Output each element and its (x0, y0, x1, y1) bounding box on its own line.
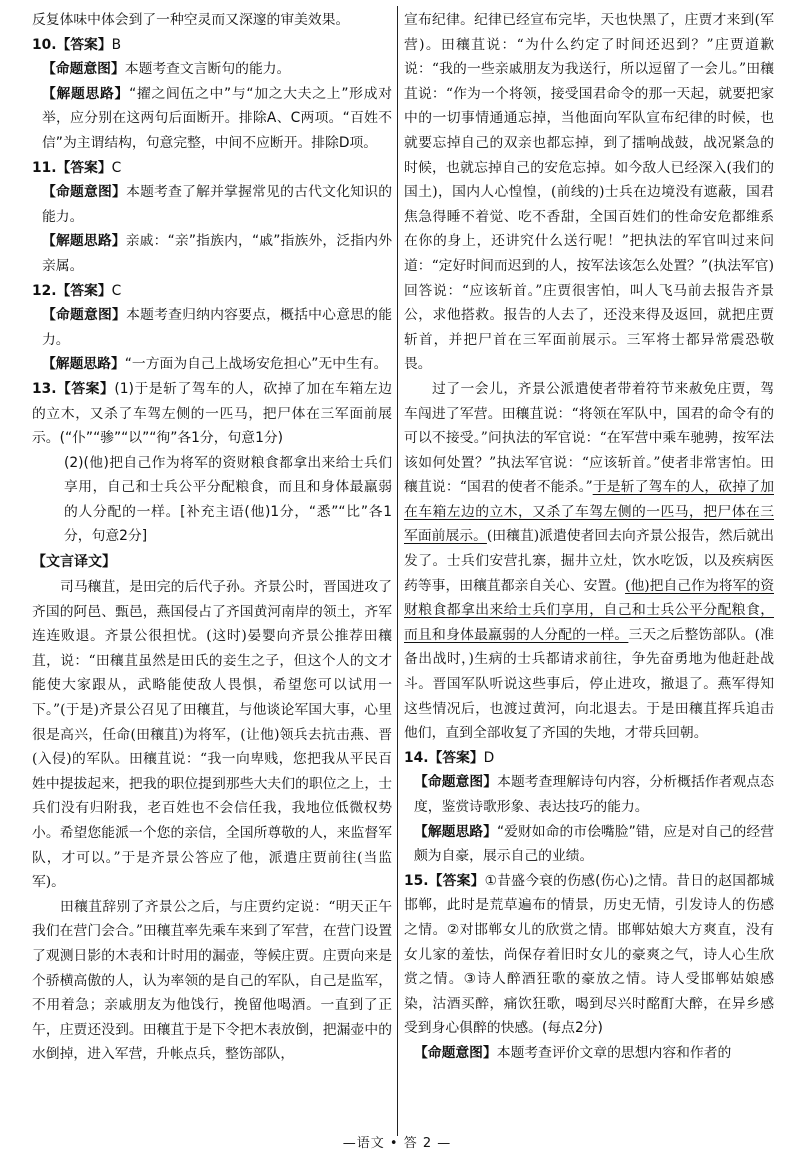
answer-value: D (483, 749, 495, 766)
intro-tail: 反复体味中体会到了一种空灵而又深邃的审美效果。 (32, 12, 350, 28)
left-column (32, 8, 392, 1067)
question-14: 14.【答案】D 【命题意图】本题考查理解诗句内容，分析概括作者观点态度，鉴赏诗歌形象、表达技巧的能力。 【解题思路】“爱财如命的市侩嘴脸”错，应是对自己的经营颇为自豪，展示自己的业绩。 (404, 749, 775, 865)
translation-paragraph-1: 司马穰苴，是田完的后代子孙。齐景公时，晋国进攻了齐国的阿邑、甄邑，燕国侵占了齐国黄河南岸的领土，齐军连连败退。齐景公很担忧。(这时)晏婴向齐景公推荐田穰苴，说：“田穰苴虽然是田氏的妾生之子，但这个人的文才能使大家跟从，武略能使敌人畏惧，希望您可以试用一下。”(于是)齐景公召见了田穰苴，与他谈论军国大事，心里很是高兴，任命(田穰苴)为将军，(让他)领兵去抗击燕、晋(入侵)的军队。田穰苴说：“我一向卑贱，您把我从平民百姓中提拔起来，把我的职位提到那些大夫们的职位之上，士兵们没有归附我，老百姓也不会信任我，我地位低微权势小。希望您能派一个您的亲信，全国所尊敬的人，来监督军队，才可以。”于是齐景公答应了他，派遣庄贾前往(当监军)。 (32, 579, 392, 891)
question-13: 13.【答案】(1)于是斩了驾车的人，砍掉了加在车箱左边的立木，又杀了车驾左侧的一匹马，把尸体在三军面前展示。(“仆”“骖”“以”“徇”各1分，句意1分) (2)(他)把自己作为将军的资财粮食都拿出来给士兵们享用，自己和士兵公平分配粮食，而且和身体最羸弱的人分配的一样。[补充主语(他)1分，“悉”“比”各1分，句意2分] (32, 380, 393, 545)
answer-value: C (111, 282, 122, 299)
answer-value: B (111, 36, 122, 53)
translation-paragraph-2: 田穰苴辞别了齐景公之后，与庄贾约定说：“明天正午我们在营门会合。”田穰苴率先乘车来到了军营，在营门设置了观测日影的木表和计时用的漏壶，等候庄贾。庄贾向来是个骄横高傲的人，认为率领的是自己的军队，自己是监军，不用着急；亲戚朋友为他饯行，挽留他喝酒。一直到了正午，庄贾还没到。田穰苴于是下令把木表放倒，把漏壶中的水倒掉，进入军营，升帐点兵，整饬部队， (32, 898, 392, 1063)
column-divider (397, 6, 398, 1136)
translation-paragraph-3: 过了一会儿，齐景公派遣使者带着符节来赦免庄贾，驾车闯进了军营。田穰苴说：“将领在军队中，国君的命令有的可以不接受。”问执法的军官说：“在军营中乘车驰骋，按军法该如何处置？”执法军官说：“应该斩首。”使者非常害怕。田穰苴说：“国君的使者不能杀。”于是斩了驾车的人，砍掉了加在车箱左边的立木，又杀了车驾左侧的一匹马，把尸体在三军面前展示。(田穰苴)派遣使者回去向齐景公报告，然后就出发了。士兵们安营扎寨，掘井立灶，饮水吃饭，以及疾病医药等事，田穰苴都亲自关心、安置。(他)把自己作为将军的资财粮食都拿出来给士兵们享用，自己和士兵公平分配粮食，而且和身体最羸弱的人分配的一样。三天之后整饬部队。(准备出战时，)生病的士兵都请求前往，争先奋勇地为他赶赴战斗。晋国军队听说这些事后，停止进攻，撤退了。燕军得知这些情况后，也渡过黄河，向北退去。于是田穰苴挥兵追击他们，直到全部收复了齐国的失地，才带兵回朝。 (404, 380, 775, 742)
question-10: 10.【答案】B 【命题意图】本题考查文言断句的能力。 【解题思路】“擢之闾伍之中”与“加之大夫之上”形成对举，应分别在这两句后面断开。排除A、C两项。“百姓不信”为主谓结构，句意完整，中间不应断开。排除D项。 (32, 36, 393, 151)
right-column (404, 8, 774, 1066)
answer-value: C (111, 159, 122, 176)
question-15: 15.【答案】①昔盛今衰的伤感(伤心)之情。昔日的赵国都城邯郸，此时是荒草遍布的情景，历史无情，引发诗人的伤感之情。②对邯郸女儿的欣赏之情。邯郸姑娘大方爽直，没有女儿家的羞怯，尚保存着旧时女儿的豪爽之气，诗人心生欣赏之情。③诗人醉酒狂歌的豪放之情。诗人受邯郸姑娘感染，沽酒买醉，痛饮狂歌，喝到尽兴时酩酊大醉，在异乡感受到身心俱醉的快感。(每点2分) 【命题意图】本题考查评价文章的思想内容和作者的 (404, 872, 775, 1061)
translation-paragraph-2-cont: 宣布纪律。纪律已经宣布完毕，天也快黑了，庄贾才来到(军营)。田穰苴说：“为什么约定了时间还迟到？”庄贾道歉说：“我的一些亲戚朋友为我送行，所以逗留了一会儿。”田穰苴说：“作为一个将领，接受国君命令的那一天起，就要把家中的一切事情通通忘掉，当他面向军队宣布纪律的时候，也就要忘掉自己的双亲也都忘掉，到了擂响战鼓，战况紧急的时候，也就忘掉自己的安危忘掉。如今敌人已经深入(我们的国土)，国内人心惶惶，(前线的)士兵在边境没有遮蔽，国君焦急得睡不着觉、吃不香甜，全国百姓们的性命安危都维系在你的身上，还讲究什么送行呢！”把执法的军官叫过来问道：“定好时间而迟到的人，按军法该怎么处置？”(执法军官)回答说：“应该斩首。”庄贾很害怕，叫人飞马前去报告齐景公，求他搭救。报告的人去了，还没来得及返回，就把庄贾斩首，并把尸首在三军面前展示。三军将士都异常震恐敬畏。 (404, 12, 774, 373)
translation-title: 【文言译文】 (32, 554, 116, 571)
question-12: 12.【答案】C 【命题意图】本题考查归纳内容要点，概括中心意思的能力。 【解题思路】“一方面为自己上战场安危担心”无中生有。 (32, 282, 393, 373)
question-11: 11.【答案】C 【命题意图】本题考查了解并掌握常见的古代文化知识的能力。 【解题思路】亲戚：“亲”指族内，“戚”指族外，泛指内外亲属。 (32, 159, 393, 274)
underlined-sentence-1: 于是斩了驾车的人，砍掉了加在车箱左边的立木，又杀了车驾左侧的一匹马，把尸体在三军面前展示。 (404, 479, 774, 545)
underlined-sentence-2: (他)把自己作为将军的资财粮食都拿出来给士兵们享用，自己和士兵公平分配粮食，而且和身体最羸弱的人分配的一样。 (404, 577, 775, 643)
page-footer: —语文 • 答 2 — (342, 1136, 452, 1151)
